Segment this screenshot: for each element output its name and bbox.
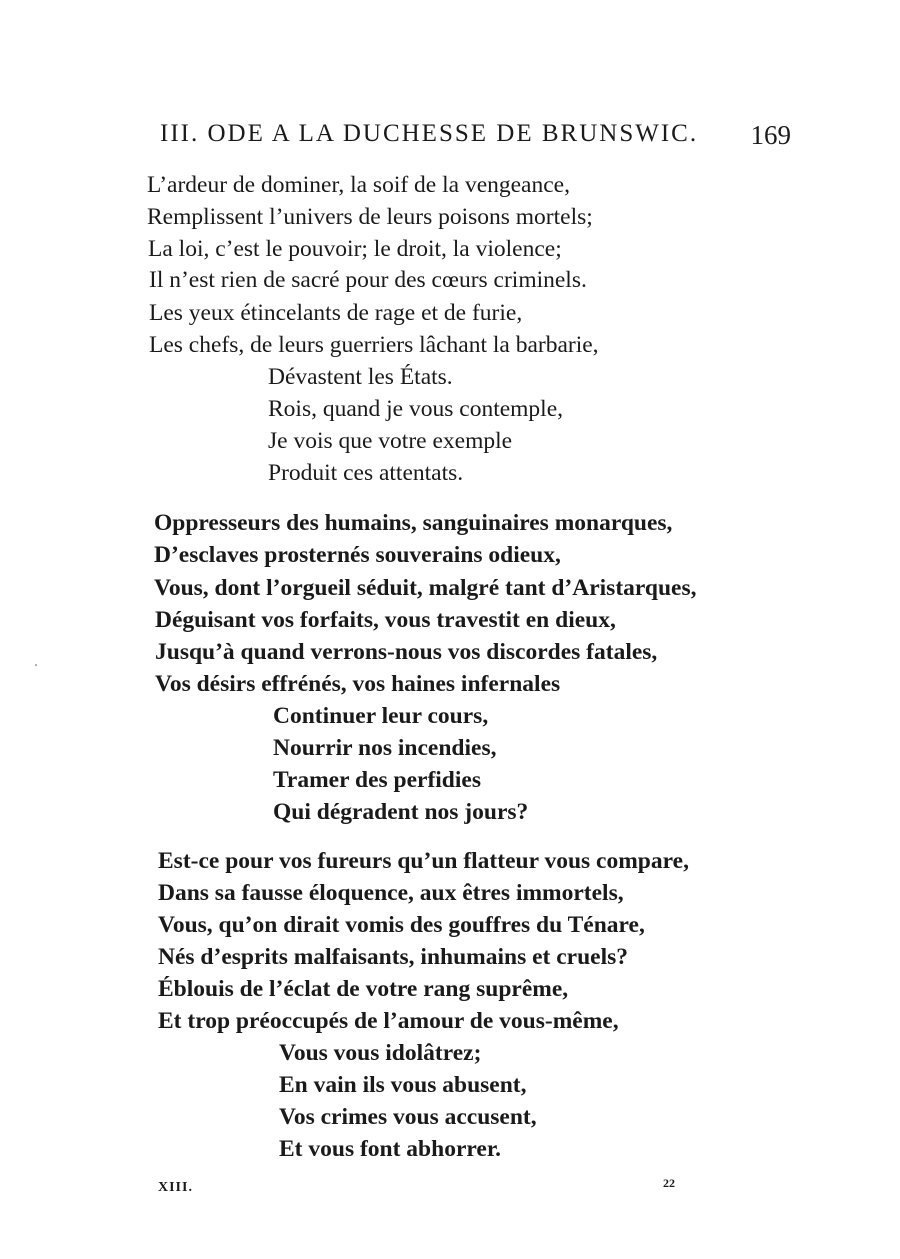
- verse-line: Il n’est rien de sacré pour des cœurs criminels.: [149, 267, 587, 293]
- verse-line: Qui dégradent nos jours?: [273, 799, 529, 825]
- verse-line: Produit ces attentats.: [268, 460, 464, 486]
- verse-line: Continuer leur cours,: [273, 703, 489, 729]
- verse-line: Jusqu’à quand verrons-nous vos discordes fatales,: [155, 639, 658, 665]
- running-head: [160, 120, 800, 160]
- verse-line: Et trop préoccupés de l’amour de vous-même,: [158, 1008, 619, 1034]
- verse-line: Remplissent l’univers de leurs poisons mortels;: [147, 204, 593, 230]
- paper-speck: [35, 664, 37, 666]
- verse-line: Et vous font abhorrer.: [279, 1136, 501, 1162]
- signature-mark: XIII.: [158, 1180, 193, 1195]
- verse-line: Dans sa fausse éloquence, aux êtres immortels,: [158, 880, 624, 906]
- verse-line: Éblouis de l’éclat de votre rang suprême,: [158, 976, 569, 1002]
- verse-line: D’esclaves prosternés souverains odieux,: [154, 542, 561, 568]
- verse-line: Vos désirs effrénés, vos haines infernales: [155, 671, 561, 697]
- verse-line: Les chefs, de leurs guerriers lâchant la barbarie,: [149, 332, 599, 358]
- verse-line: Je vois que votre exemple: [268, 428, 513, 454]
- verse-line: Rois, quand je vous contemple,: [268, 396, 564, 422]
- verse-line: L’ardeur de dominer, la soif de la vengeance,: [147, 172, 570, 198]
- verse-line: Vous, qu’on dirait vomis des gouffres du Ténare,: [158, 912, 645, 938]
- verse-line: Dévastent les États.: [268, 364, 453, 390]
- sheet-number: 22: [663, 1176, 675, 1190]
- verse-line: Oppresseurs des humains, sanguinaires monarques,: [154, 510, 673, 536]
- verse-line: Tramer des perfidies: [273, 767, 481, 793]
- verse-line: Est-ce pour vos fureurs qu’un flatteur vous compare,: [158, 848, 689, 874]
- verse-line: La loi, c’est le pouvoir; le droit, la violence;: [148, 236, 562, 262]
- verse-line: En vain ils vous abusent,: [279, 1072, 527, 1098]
- verse-line: Vous, dont l’orgueil séduit, malgré tant d’Aristarques,: [154, 575, 697, 601]
- verse-line: Nés d’esprits malfaisants, inhumains et cruels?: [158, 944, 629, 970]
- verse-line: Les yeux étincelants de rage et de furie,: [149, 300, 523, 326]
- verse-line: Nourrir nos incendies,: [273, 735, 497, 761]
- page-number: 169: [750, 120, 791, 150]
- verse-line: Vos crimes vous accusent,: [279, 1104, 537, 1130]
- chapter-title: III. ODE A LA DUCHESSE DE BRUNSWIC.: [160, 120, 699, 147]
- verse-line: Déguisant vos forfaits, vous travestit en dieux,: [155, 607, 616, 633]
- verse-line: Vous vous idolâtrez;: [279, 1040, 482, 1066]
